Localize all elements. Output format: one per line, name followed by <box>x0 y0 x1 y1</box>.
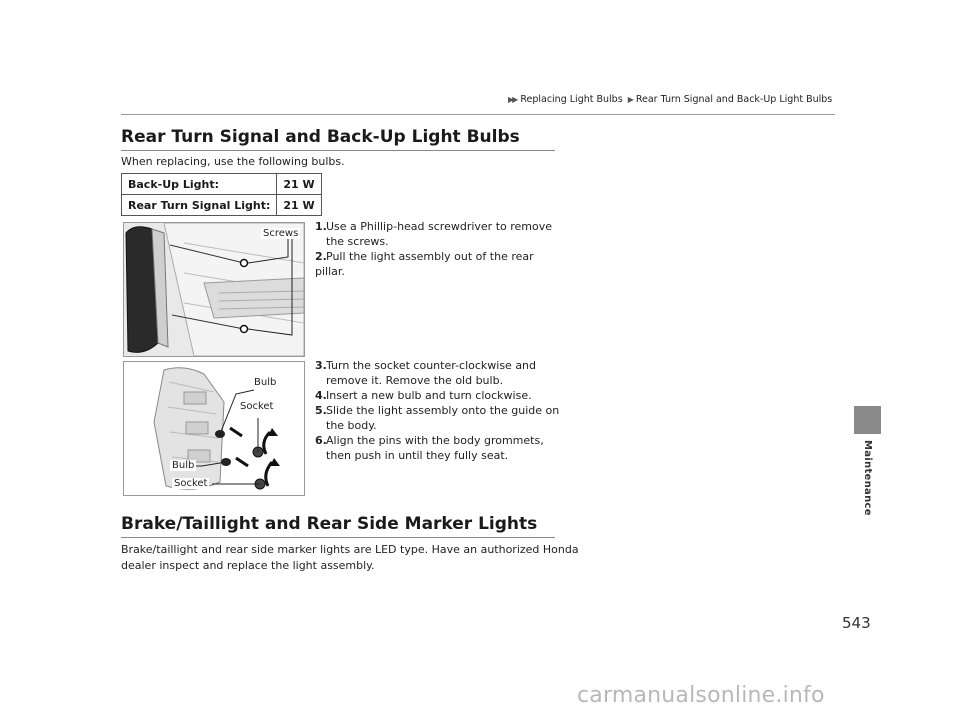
callout-bulb-top: Bulb <box>254 377 277 388</box>
table-row <box>122 195 322 216</box>
bulb-watt: 21 W <box>277 195 321 216</box>
step-3: 3.Turn the socket counter-clockwise and remove it. Remove the old bulb. <box>315 359 537 387</box>
step-1: 1.Use a Phillip-head screwdriver to remove the screws. <box>315 220 553 248</box>
steps-1-2 <box>315 219 565 279</box>
steps-3-6 <box>315 358 565 463</box>
section2-heading <box>121 514 555 538</box>
callout-screws: Screws <box>263 228 299 239</box>
breadcrumb-current: Rear Turn Signal and Back-Up Light Bulbs <box>635 94 833 105</box>
chevron-icon: ▶ <box>627 95 632 104</box>
section1-rule <box>121 150 555 151</box>
bulb-name: Rear Turn Signal Light: <box>122 195 277 216</box>
section1-heading <box>121 127 555 151</box>
callout-socket-bottom: Socket <box>174 478 208 489</box>
step-2: 2.Pull the light assembly out of the rear pillar. <box>315 250 534 278</box>
bulb-watt: 21 W <box>277 174 321 195</box>
section1-intro: When replacing, use the following bulbs. <box>121 155 345 168</box>
figure-rear-pillar <box>123 222 305 357</box>
table-row <box>122 174 322 195</box>
figure-light-assembly <box>123 361 305 496</box>
section2-body: Brake/taillight and rear side marker lights are LED type. Have an authorized Honda dealer inspect and replace the light assembly. <box>121 543 579 572</box>
header-rule <box>121 114 835 115</box>
callout-bulb-bottom: Bulb <box>172 460 195 471</box>
step-5: 5.Slide the light assembly onto the guide on the body. <box>315 404 560 432</box>
section2-rule <box>121 537 555 538</box>
side-tab-label: Maintenance <box>862 440 873 516</box>
rear-pillar-illustration <box>124 223 304 356</box>
breadcrumb <box>508 94 832 105</box>
page-number: 543 <box>842 614 871 632</box>
side-tab-marker <box>854 406 881 434</box>
step-4: 4.Insert a new bulb and turn clockwise. <box>315 389 532 402</box>
bulb-name: Back-Up Light: <box>122 174 277 195</box>
breadcrumb-parent[interactable]: Replacing Light Bulbs <box>520 94 623 105</box>
bulb-spec-table <box>121 173 322 216</box>
step-6: 6.Align the pins with the body grommets, then push in until they fully seat. <box>315 434 544 462</box>
section2-title: Brake/Taillight and Rear Side Marker Lights <box>121 514 538 534</box>
double-chevron-icon: ▶▶ <box>508 95 517 104</box>
callout-socket-top: Socket <box>240 401 274 412</box>
section1-title: Rear Turn Signal and Back-Up Light Bulbs <box>121 127 520 147</box>
watermark: carmanualsonline.info <box>577 683 825 708</box>
